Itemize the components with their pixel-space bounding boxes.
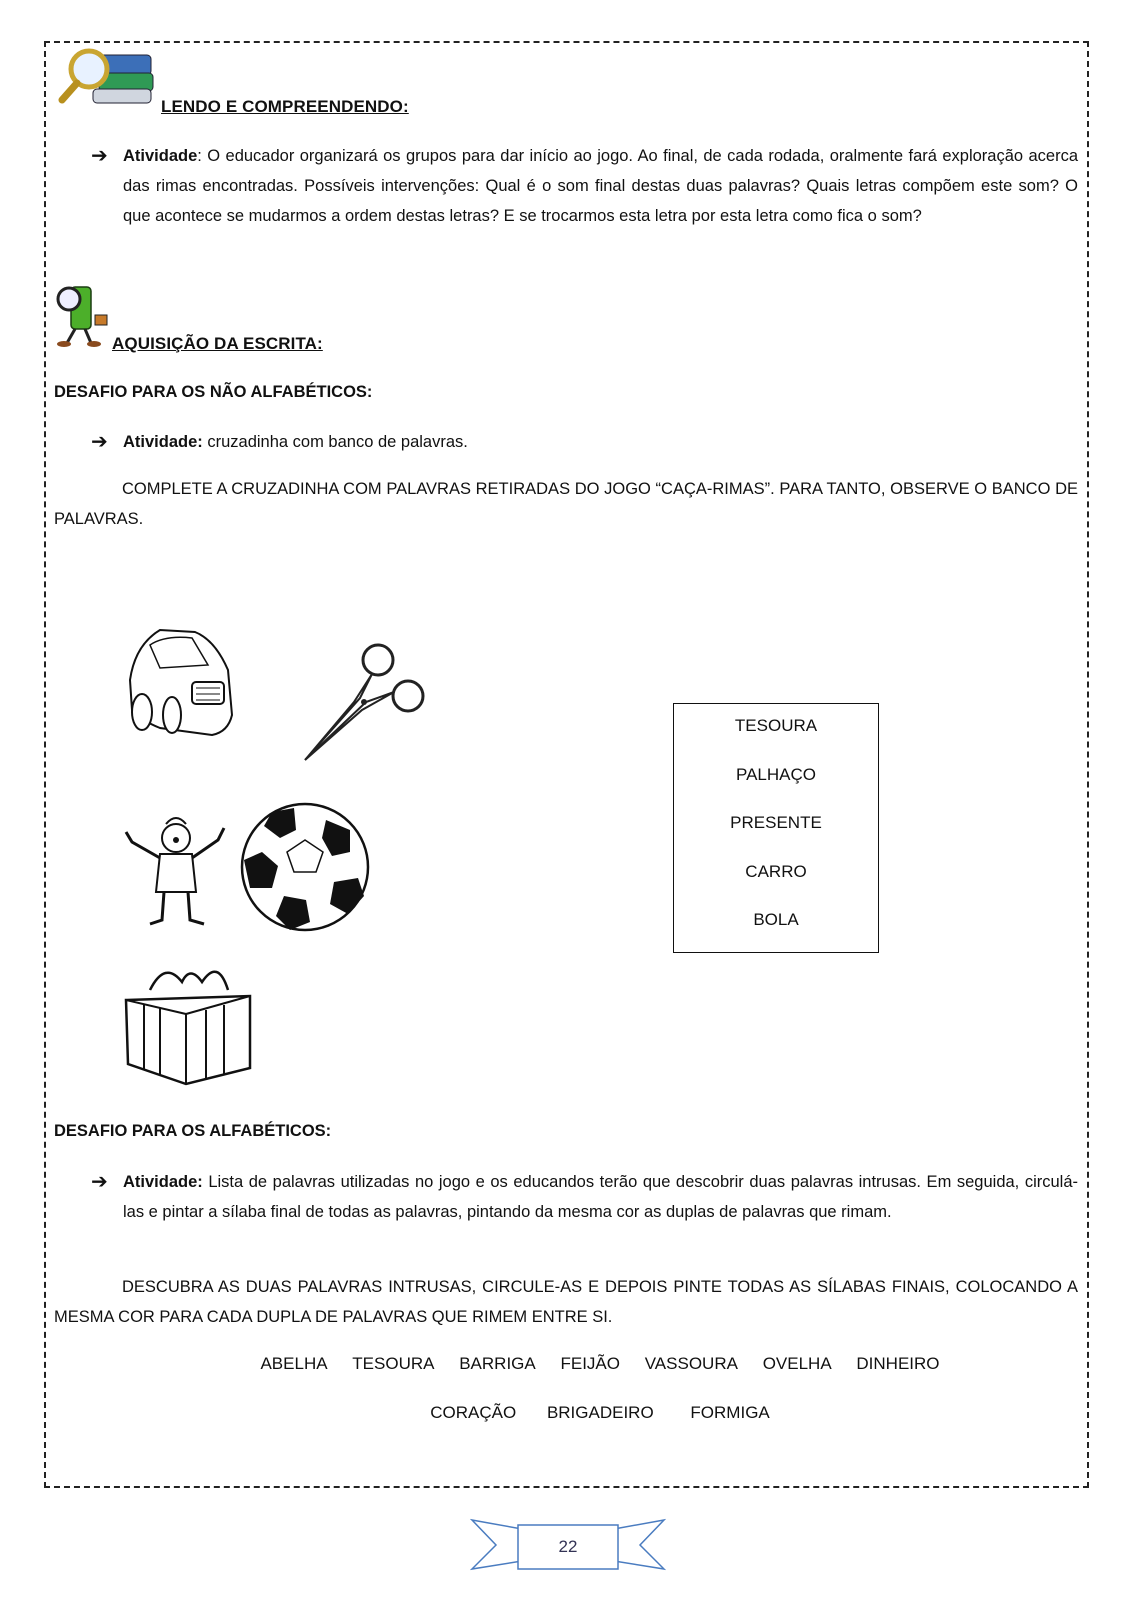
- car-illustration: [120, 620, 240, 750]
- alphabetic-activity: [123, 1167, 1078, 1227]
- word-bank-item: PRESENTE: [730, 813, 822, 832]
- section-title-writing: AQUISIÇÃO DA ESCRITA:: [112, 334, 323, 353]
- word-item: FORMIGA: [690, 1403, 770, 1422]
- word-item: FEIJÃO: [560, 1354, 620, 1373]
- word-item: BRIGADEIRO: [546, 1403, 654, 1422]
- scissors-illustration: [300, 640, 435, 765]
- word-item: TESOURA: [352, 1354, 435, 1373]
- word-item: BARRIGA: [459, 1354, 536, 1373]
- page-number: 22: [558, 1537, 578, 1556]
- activity-label: Atividade:: [123, 1173, 203, 1191]
- word-bank-item: BOLA: [753, 910, 799, 929]
- word-item: CORAÇÃO: [430, 1403, 517, 1422]
- word-bank: [673, 703, 879, 953]
- activity-text: Lista de palavras utilizadas no jogo e os educandos terão que descobrir duas palavras intrusas. Em seguida, circulá-las e pintar a sílaba final de todas as palavras, pintando da mesma cor as duplas de palavras que rimam.: [123, 1173, 1078, 1221]
- non-alphabetic-activity: [123, 427, 1073, 457]
- ball-illustration: [238, 800, 372, 934]
- word-list-line-2: [420, 1403, 780, 1423]
- right-arrow-icon: ➔: [91, 1171, 108, 1193]
- word-bank-item: TESOURA: [734, 716, 818, 735]
- page-border: [44, 41, 1089, 1488]
- non-alphabetic-title: DESAFIO PARA OS NÃO ALFABÉTICOS:: [54, 383, 373, 401]
- word-item: DINHEIRO: [856, 1354, 940, 1373]
- pencil-mascot-icon: [53, 277, 113, 349]
- right-arrow-icon: ➔: [91, 431, 108, 453]
- magnifier-books-icon: [57, 45, 157, 115]
- non-alphabetic-instruction: COMPLETE A CRUZADINHA COM PALAVRAS RETIRADAS DO JOGO “CAÇA-RIMAS”. PARA TANTO, OBSERVE O BANCO DE PALAVRAS.: [54, 480, 1078, 528]
- activity-text: : O educador organizará os grupos para dar início ao jogo. Ao final, de cada rodada, oralmente fará exploração acerca das rimas encontradas. Possíveis intervenções: Qual é o som final destas duas palavras? Quais letras compõem este som? O que acontece se mudarmos a ordem destas letras? E se trocarmos esta letra por esta letra como fica o som?: [123, 147, 1078, 225]
- word-item: VASSOURA: [644, 1354, 738, 1373]
- word-bank-item: PALHAÇO: [736, 764, 816, 784]
- right-arrow-icon: ➔: [91, 145, 108, 167]
- activity-label: Atividade:: [123, 433, 203, 451]
- activity-label: Atividade: [123, 147, 198, 165]
- alphabetic-title: DESAFIO PARA OS ALFABÉTICOS:: [54, 1122, 332, 1140]
- clown-illustration: [120, 810, 232, 930]
- activity-text: cruzadinha com banco de palavras.: [202, 433, 468, 451]
- word-item: OVELHA: [762, 1354, 832, 1373]
- word-list-line-1: [250, 1354, 950, 1374]
- alphabetic-instruction: DESCUBRA AS DUAS PALAVRAS INTRUSAS, CIRCULE-AS E DEPOIS PINTE TODAS AS SÍLABAS FINAIS, COLOCANDO A MESMA COR PARA CADA DUPLA DE PALAVRAS QUE RIMEM ENTRE SI.: [54, 1278, 1078, 1326]
- reading-activity: [123, 141, 1078, 231]
- gift-illustration: [120, 960, 260, 1100]
- word-item: ABELHA: [260, 1354, 328, 1373]
- section-title-reading: LENDO E COMPREENDENDO:: [161, 97, 409, 116]
- word-bank-item: CARRO: [745, 861, 807, 881]
